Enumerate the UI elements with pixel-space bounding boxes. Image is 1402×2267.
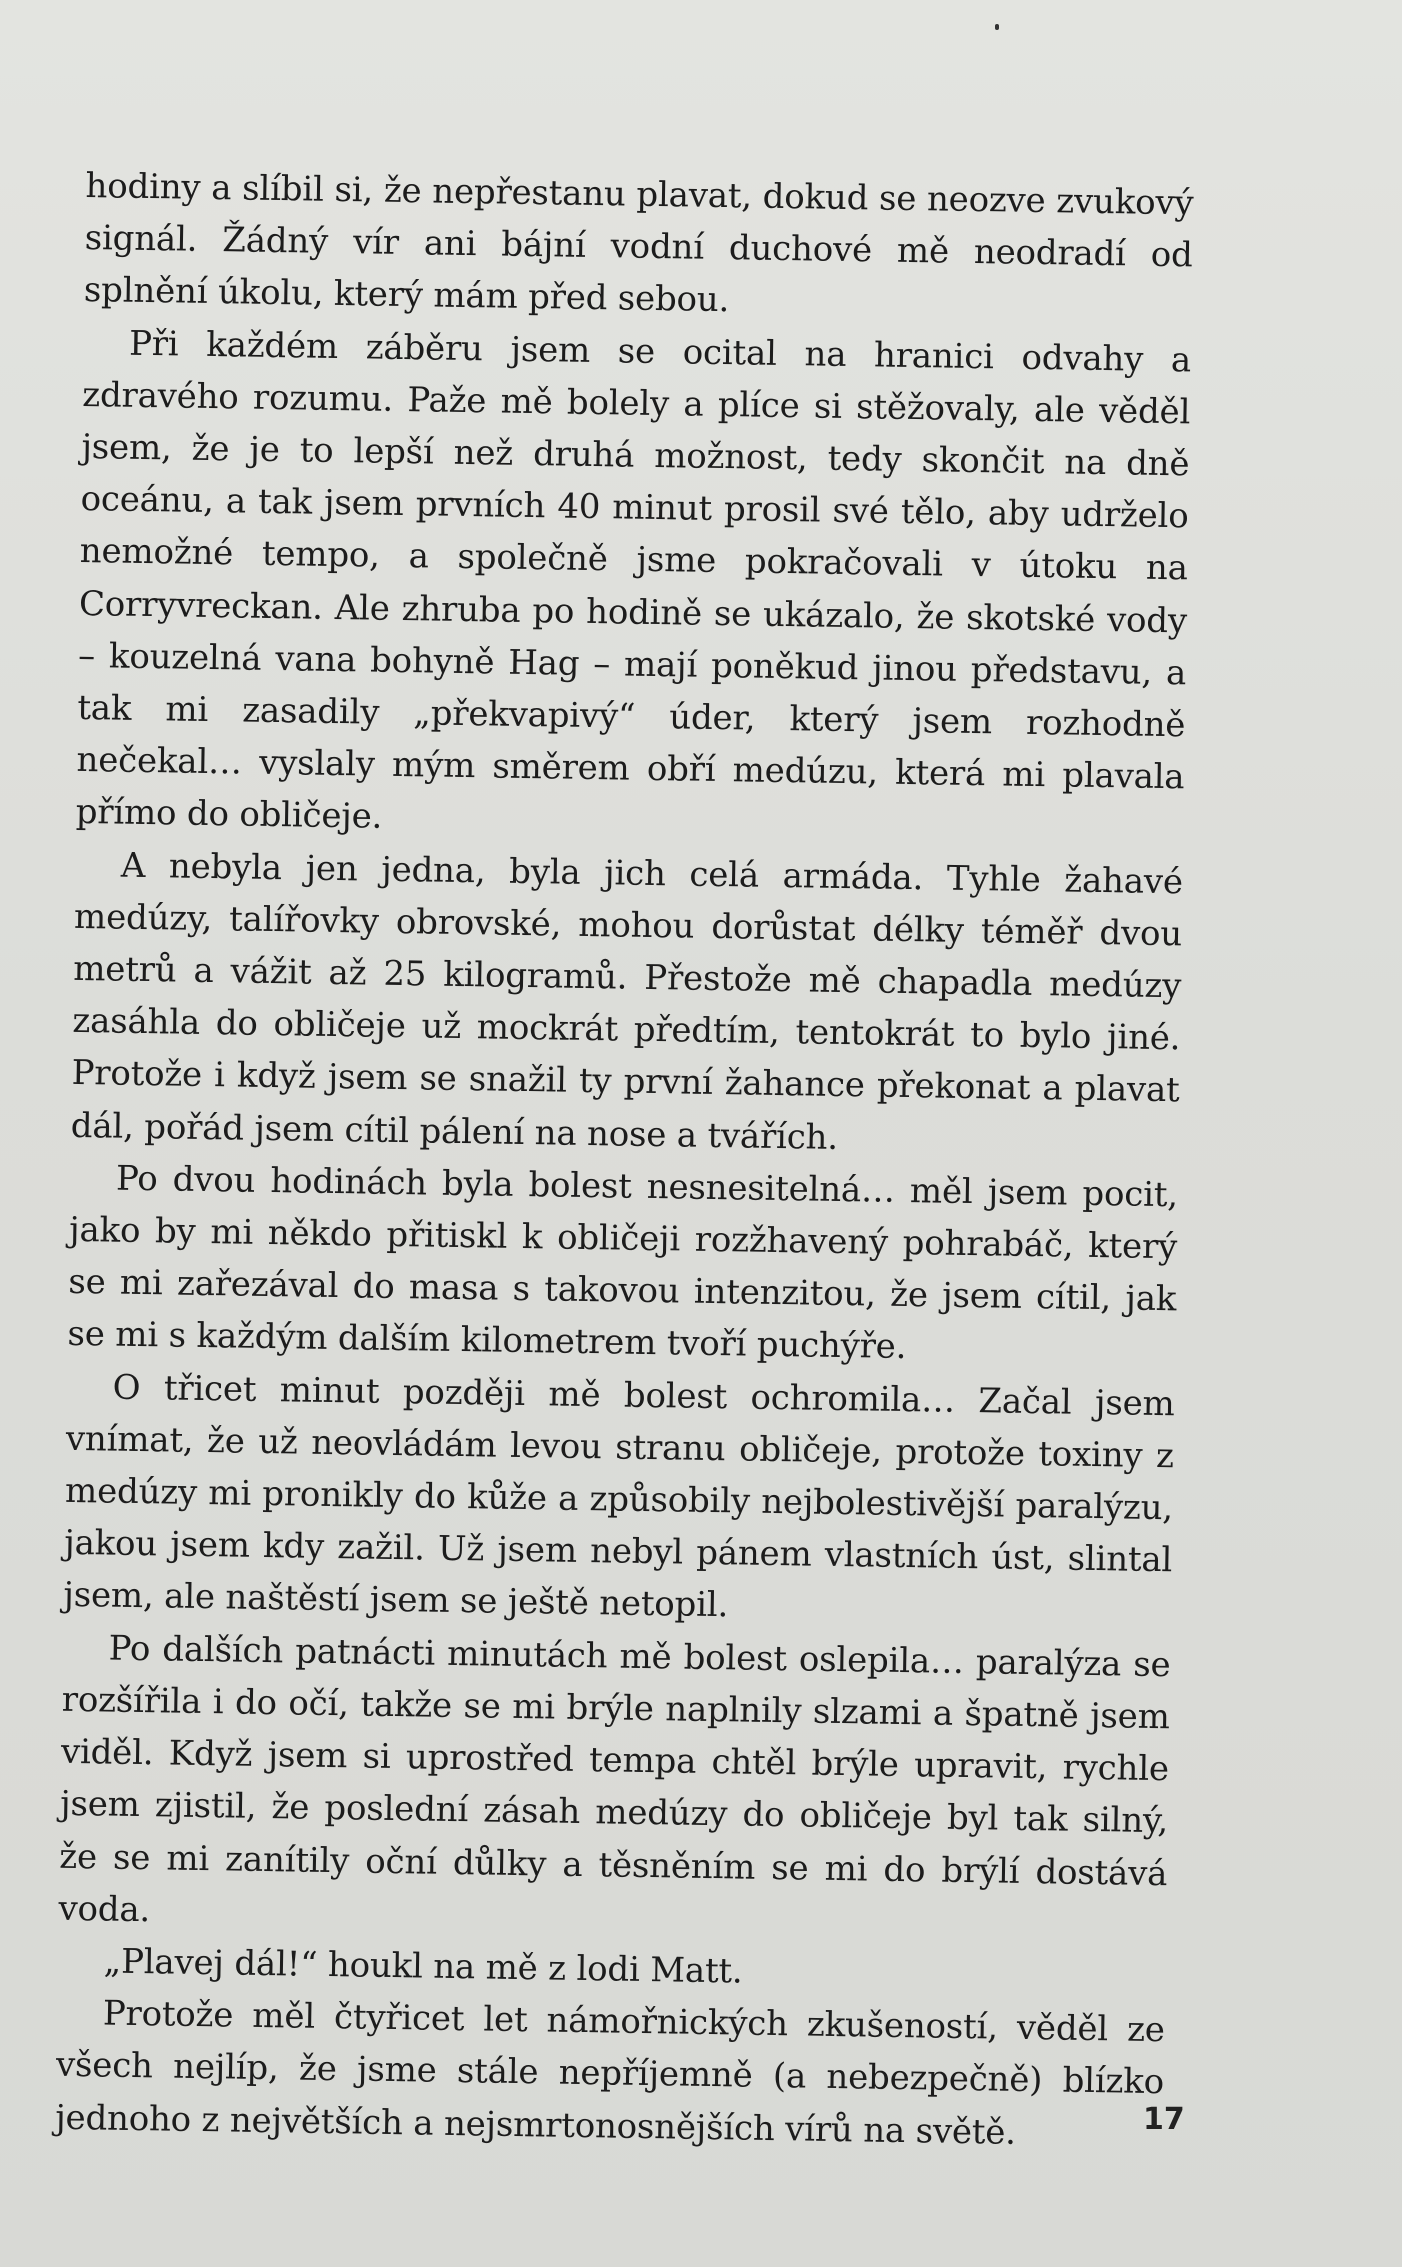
- paragraph: O třicet minut později mě bolest ochromila… Začal jsem vnímat, že už neovládám levou stranu obličeje, protože toxiny z medúzy mi pronikly do kůže a způsobily nejbolestivější paralýzu, jakou jsem kdy zažil. Už jsem nebyl pánem vlastních úst, slintal jsem, ale naštěstí jsem se ještě netopil.: [63, 1367, 1175, 1626]
- paragraph: Po dvou hodinách byla bolest nesnesitelná… měl jsem pocit, jako by mi někdo přitiskl k obličeji rozžhavený pohrabáč, který se mi zařezával do masa s takovou intenzitou, že jsem cítil, jak se mi s každým dalším kilometrem tvoří puchýře.: [67, 1158, 1179, 1368]
- page-number: 17: [1143, 2102, 1185, 2137]
- paragraph: Při každém záběru jsem se ocital na hranici odvahy a zdravého rozumu. Paže mě bolely a plíce si stěžovaly, ale věděl jsem, že je to lepší než druhá možnost, tedy skončit na dně oceánu, a tak jsem prvních 40 minut prosil své tělo, aby udrželo nemožné tempo, a společně jsme pokračovali v útoku na Corryvreckan. Ale zhruba po hodině se ukázalo, že skotské vody – kouzelná vana bohyně Hag – mají poněkud jinou představu, a tak mi zasadily „překvapivý“ úder, který jsem rozhodně nečekal… vyslaly mým směrem obří medúzu, která mi plavala přímo do obličeje.: [75, 323, 1192, 838]
- paragraph: „Plavej dál!“ houkl na mě z lodi Matt.: [103, 1941, 743, 1992]
- paragraph: hodiny a slíbil si, že nepřestanu plavat, dokud se neozve zvukový signál. Žádný vír ani bájní vodní duchové mě neodradí od splnění úkolu, který mám před sebou.: [83, 165, 1194, 321]
- body-text: [55, 160, 1194, 2161]
- paragraph: A nebyla jen jedna, byla jich celá armáda. Tyhle žahavé medúzy, talířovky obrovské, mohou dorůstat délky téměř dvou metrů a vážit až 25 kilogramů. Přestože mě chapadla medúzy zasáhla do obličeje už mockrát předtím, tentokrát to bylo jiné. Protože i když jsem se snažil ty první žahance překonat a plavat dál, pořád jsem cítil pálení na nose a tvářích.: [70, 845, 1184, 1158]
- paragraph: Po dalších patnácti minutách mě bolest oslepila… paralýza se rozšířila i do očí, takže se mi brýle naplnily slzami a špatně jsem viděl. Když jsem si uprostřed tempa chtěl brýle upravit, rychle jsem zjistil, že poslední zásah medúzy do obličeje byl tak silný, že se mi zanítily oční důlky a těsněním se mi do brýlí dostává voda.: [58, 1628, 1171, 1930]
- print-speck: [995, 24, 999, 30]
- paragraph: Protože měl čtyřicet let námořnických zkušeností, věděl ze všech nejlíp, že jsme stále nepříjemně (a nebezpečně) blízko jednoho z největších a nejsmrtonosnějších vírů na světě.: [54, 1993, 1166, 2153]
